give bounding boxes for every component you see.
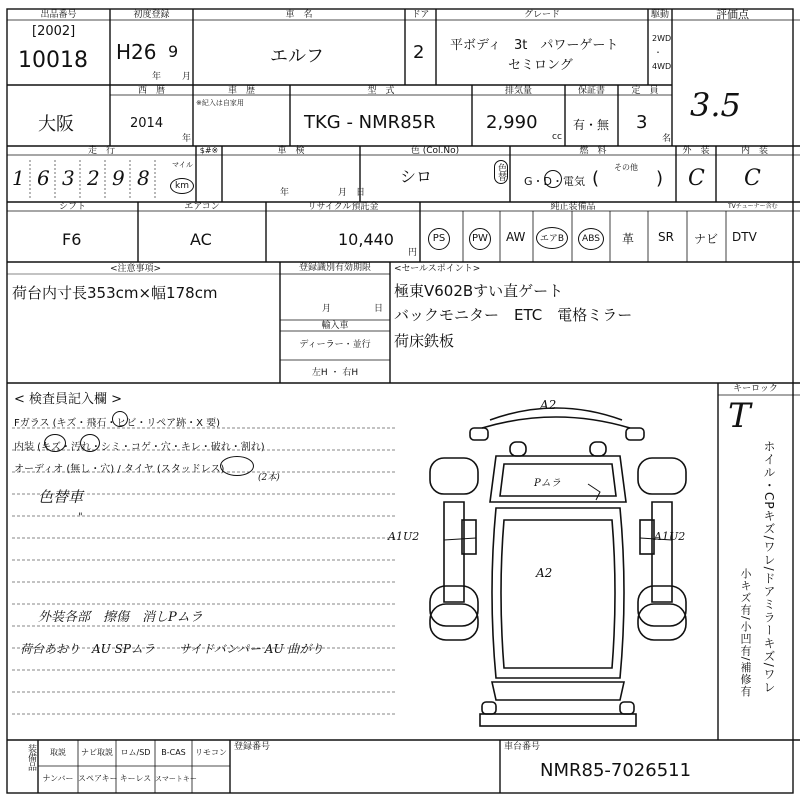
hand-note-3: 外装各部 擦傷 消しPムラ	[38, 610, 203, 625]
footer-chassis-label: 車台番号	[504, 742, 541, 752]
year-unit: 年	[182, 134, 192, 144]
equip-pw-label: PW	[469, 228, 491, 250]
mileage-digit-2: 6	[37, 166, 50, 190]
reg-day: 日	[374, 304, 384, 314]
exterior-value: C	[688, 166, 705, 191]
score-value: 3.5	[690, 86, 741, 124]
equip-airbag	[536, 226, 568, 249]
tire-note: (2本)	[258, 473, 280, 483]
capacity-unit: 名	[662, 134, 672, 144]
sales-line-2: バックモニター ETC 電格ミラー	[394, 306, 633, 324]
mileage-digit-5: 9	[112, 166, 125, 190]
grade-line2: セミロング	[508, 58, 573, 73]
sales-label: <セールスポイント>	[394, 264, 481, 274]
hand-note-1: 色替車	[38, 488, 84, 506]
color-change-mark: 色替	[494, 160, 508, 184]
equip-leather: 革	[622, 232, 635, 246]
mileage-digit-6: 8	[137, 166, 150, 190]
mileage-unit-mile: マイル	[172, 161, 193, 169]
shift-label: シフト	[58, 202, 86, 212]
grade-label: グレード	[523, 10, 560, 20]
import-label: 輸入車	[321, 321, 349, 331]
recycle-unit: 円	[408, 248, 418, 258]
grade-line1: 平ボディ 3t パワーゲート	[450, 38, 619, 53]
mileage-digit-3: 3	[62, 166, 75, 190]
interior-value: C	[744, 166, 761, 191]
first-reg-month: 9	[168, 42, 179, 61]
drive-2wd: 2WD	[652, 34, 672, 43]
mileage-digit-1: 1	[12, 166, 25, 190]
interior-line: 内装 (キズ・汚れ・シミ・コゲ・穴・キレ・破れ・割れ)	[14, 442, 265, 453]
equip-ps-label: PS	[428, 228, 450, 250]
keylock-label: キーロック	[733, 384, 778, 394]
keylock-line-2: 小キズ有/小凹有/補修有	[739, 568, 752, 698]
audio-line: オーディオ (無し・穴) / タイヤ (スタッドレス)	[14, 464, 225, 475]
drive-dot: ・	[654, 48, 662, 57]
displacement-value: 2,990	[486, 112, 538, 133]
drive-label: 駆動	[650, 10, 669, 20]
fuel-other-label: その他	[614, 163, 638, 172]
displacement-label: 排気量	[504, 86, 532, 96]
equip-sr: SR	[658, 230, 674, 244]
recycle-value: 10,440	[338, 230, 394, 249]
model-value: TKG - NMR85R	[304, 112, 436, 133]
door-value: 2	[413, 42, 425, 63]
equipment-label: 純正装備品	[550, 202, 596, 212]
score-label: 評価点	[716, 8, 749, 21]
name-value: エルフ	[270, 46, 324, 67]
handle-value: 左H ・ 右H	[311, 368, 359, 378]
glass-line: Fガラス (キズ・飛石・ヒビ・リペア跡・X 要)	[14, 418, 221, 429]
drive-4wd: 4WD	[652, 62, 672, 71]
lot-label: 出品番号	[40, 10, 77, 20]
lot-sub: [2002]	[32, 24, 76, 39]
lot-number: 10018	[18, 48, 88, 73]
fuel-label: 燃 料	[579, 146, 607, 156]
equip-ps	[428, 226, 450, 250]
color-label: 色 (Col.No)	[410, 146, 460, 156]
diagram-label-center: A2	[536, 566, 553, 580]
warranty-label: 保証書	[577, 86, 605, 96]
history-note: ※紀入は自家用	[196, 99, 244, 107]
footer-item-navi-manual: ナビ取説	[81, 748, 113, 757]
sales-line-3: 荷床鉄板	[394, 332, 455, 350]
footer-chassis-value: NMR85-7026511	[540, 760, 692, 781]
footer-item-manual: 取説	[50, 748, 66, 757]
hand-note-4: 荷台あおり AU SPムラ サイドバンパー AU 曲がり	[20, 642, 324, 656]
reg-month: 月	[322, 304, 332, 314]
import-value: ディーラー・並行	[299, 340, 371, 350]
footer-item-smart-key: スマートキー	[155, 775, 197, 783]
inspector-title: < 検査員記入欄 >	[14, 392, 123, 407]
history-label: 車 歴	[227, 86, 255, 96]
recycle-label: リサイクル預託金	[307, 202, 379, 212]
diagram-label-top: A2	[540, 398, 557, 412]
capacity-value: 3	[636, 112, 648, 133]
glass-stone-circle	[112, 411, 128, 427]
mileage-unit-km: km	[170, 178, 194, 194]
first-reg-label: 初度登録	[133, 10, 170, 20]
color-value: シロ	[400, 167, 433, 186]
equip-aw: AW	[506, 230, 526, 244]
ac-value: AC	[190, 230, 212, 249]
sharp-label: $#※	[199, 146, 219, 155]
inspection-label: 車 検	[277, 146, 305, 156]
model-label: 型 式	[367, 86, 395, 96]
vehicle-diagram	[400, 392, 716, 736]
footer-item-number: ナンバー	[42, 774, 74, 783]
tire-studless-circle	[220, 456, 254, 476]
mileage-label: 走 行	[87, 146, 115, 156]
capacity-label: 定 員	[631, 86, 659, 96]
tuner-label: TVチューナー含む	[728, 203, 778, 210]
name-label: 車 名	[285, 10, 313, 20]
footer-equip-label: 装備品	[26, 744, 36, 771]
fuel-paren-open: (	[592, 168, 600, 189]
inspection-day: 日	[356, 188, 366, 198]
ac-label: エアコン	[184, 202, 220, 212]
warranty-value: 有・無	[573, 118, 610, 132]
equip-abs-label: ABS	[578, 228, 604, 250]
footer-item-keyless: キーレス	[119, 774, 152, 783]
year-value: 2014	[130, 116, 164, 131]
region: 大阪	[38, 114, 74, 135]
inspection-year: 年	[280, 188, 290, 198]
footer-reg-no-label: 登録番号	[234, 742, 271, 752]
fuel-diesel-circle	[544, 170, 562, 188]
diagram-label-bed: Pムラ	[534, 478, 561, 489]
interior-label: 内 装	[740, 146, 768, 156]
interior-scratch-circle	[44, 434, 66, 452]
mileage-digit-4: 2	[87, 166, 100, 190]
door-label: ドア	[411, 10, 430, 20]
hand-note-2: "	[78, 512, 83, 523]
interior-stain-circle	[80, 434, 100, 452]
displacement-unit: cc	[552, 132, 562, 142]
footer-item-bcas: B-CAS	[161, 748, 186, 757]
keylock-mark: T	[728, 396, 751, 436]
exterior-label: 外 装	[682, 146, 710, 156]
fuel-options: G・D・電気	[524, 175, 585, 188]
caution-text: 荷台内寸長353cm×幅178cm	[12, 284, 218, 302]
equip-abs	[578, 226, 604, 250]
equip-airbag-label: エアB	[536, 227, 568, 249]
first-reg-year-unit: 年	[152, 72, 162, 82]
keylock-line-1: ホイル・CPキズ/ワレ/ドアミラーキズ/ワレ	[762, 440, 776, 694]
footer-item-rom: ロム/SD	[120, 748, 151, 757]
shift-value: F6	[62, 230, 82, 249]
equip-pw	[469, 226, 491, 250]
first-reg-month-unit: 月	[182, 72, 192, 82]
inspection-month: 月	[338, 188, 348, 198]
equip-navi: ナビ	[694, 232, 719, 246]
reg-expiry-label: 登録識別有効期限	[298, 263, 371, 273]
footer-item-remote: リモコン	[195, 748, 227, 757]
diagram-label-left: A1U2	[388, 530, 420, 543]
year-label: 西 暦	[137, 86, 165, 96]
diagram-label-right: A1U2	[654, 530, 686, 543]
equip-dtv: DTV	[732, 230, 757, 244]
sales-line-1: 極東V602Bすい直ゲート	[394, 282, 564, 300]
first-reg-era: H26	[116, 40, 157, 64]
caution-label: <注意事項>	[110, 264, 162, 274]
footer-item-spare-key: スペアキー	[78, 774, 118, 783]
fuel-paren-close: )	[656, 168, 664, 189]
